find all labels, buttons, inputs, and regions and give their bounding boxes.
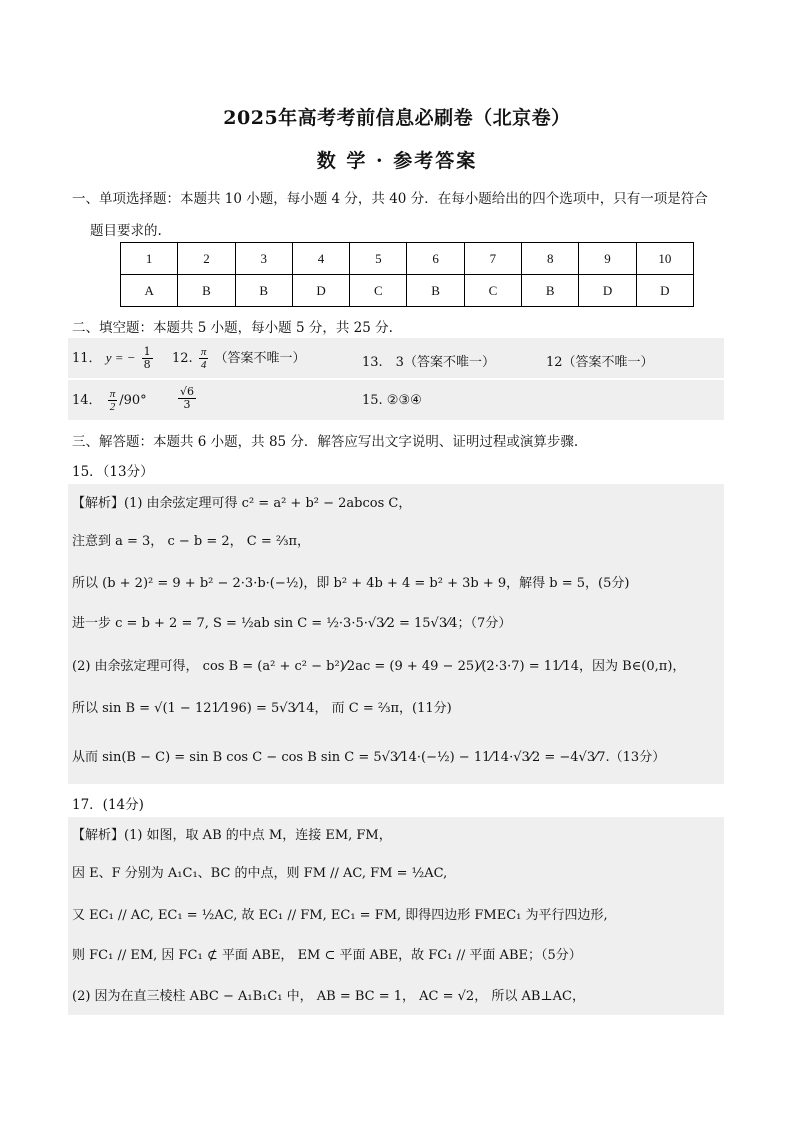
p17-line3: 又 EC₁ // AC, EC₁ = ½AC, 故 EC₁ // FM, EC₁ = FM, 即得四边形 FMEC₁ 为平行四边形, bbox=[72, 908, 608, 923]
fill-q14 bbox=[72, 388, 147, 413]
p15-line6: 所以 sin B = √(1 − 121⁄196) = 5√3⁄14， 而 C = ⅔π，(11分) bbox=[72, 701, 452, 716]
answer-number: 3 bbox=[235, 243, 292, 275]
q12-den: 4 bbox=[200, 359, 207, 371]
answer-number: 7 bbox=[464, 243, 521, 275]
answer-letter: A bbox=[121, 275, 178, 307]
answer-letter: D bbox=[292, 275, 349, 307]
section3-heading: 三、解答题：本题共 6 小题，共 85 分．解答应写出文字说明、证明过程或演算步骤. bbox=[72, 434, 579, 450]
fill-q11 bbox=[72, 346, 155, 371]
answer-number: 2 bbox=[178, 243, 235, 275]
answer-number: 10 bbox=[636, 243, 693, 275]
answer-letter-row bbox=[121, 275, 694, 307]
q12-num: π bbox=[200, 346, 207, 358]
p17-line4: 则 FC₁ // EM, 因 FC₁ ⊄ 平面 ABE， EM ⊂ 平面 ABE，故 FC₁ // 平面 ABE；（5分） bbox=[72, 948, 582, 963]
q14b-num: √6 bbox=[180, 385, 195, 398]
p15-line3: 所以 (b + 2)² = 9 + b² − 2·3·b·(−½)，即 b² + 4b + 4 = b² + 3b + 9，解得 b = 5，(5分) bbox=[72, 576, 630, 591]
answer-number: 9 bbox=[579, 243, 636, 275]
answer-letter: B bbox=[522, 275, 579, 307]
section2-heading: 二、填空题：本题共 5 小题，每小题 5 分，共 25 分. bbox=[72, 320, 393, 336]
fill-q13b: 12（答案不唯一） bbox=[546, 355, 654, 370]
answer-letter: B bbox=[178, 275, 235, 307]
q11-prefix: y = − bbox=[105, 350, 136, 365]
page-title: 2025年高考考前信息必刷卷（北京卷） bbox=[223, 107, 571, 129]
answer-table bbox=[120, 242, 694, 307]
p15-line2: 注意到 a = 3， c − b = 2， C = ⅔π， bbox=[72, 534, 311, 549]
fill-q15: 15. ②③④ bbox=[362, 393, 422, 408]
q12-label: 12. bbox=[172, 351, 193, 366]
p17-line5: (2) 因为在直三棱柱 ABC − A₁B₁C₁ 中， AB = BC = 1， AC = √2， 所以 AB⊥AC， bbox=[72, 989, 585, 1004]
q12-note: （答案不唯一） bbox=[214, 351, 306, 366]
q14-num: π bbox=[109, 388, 116, 400]
answer-letter: C bbox=[350, 275, 407, 307]
section1-line2: 题目要求的. bbox=[90, 223, 162, 239]
answer-letter: D bbox=[579, 275, 636, 307]
q14-fraction bbox=[108, 388, 118, 413]
q11-label: 11． bbox=[72, 351, 102, 366]
p17-line1: 【解析】(1) 如图，取 AB 的中点 M，连接 EM, FM， bbox=[72, 828, 392, 843]
answer-number: 8 bbox=[522, 243, 579, 275]
answer-letter: B bbox=[407, 275, 464, 307]
fill-q13: 13. 3（答案不唯一） bbox=[362, 355, 495, 370]
p15-line1: 【解析】(1) 由余弦定理可得 c² = a² + b² − 2abcos C， bbox=[72, 496, 412, 511]
p15-line4: 进一步 c = b + 2 = 7, S = ½ab sin C = ½·3·5·√3⁄2 = 15√3⁄4；（7分） bbox=[72, 616, 512, 631]
section1-line1: 一、单项选择题：本题共 10 小题，每小题 4 分，共 40 分．在每小题给出的四个选项中，只有一项是符合 bbox=[72, 191, 708, 207]
q11-num: 1 bbox=[143, 345, 151, 358]
answer-number: 1 bbox=[121, 243, 178, 275]
q14-label: 14． bbox=[72, 393, 102, 408]
answer-letter: D bbox=[636, 275, 693, 307]
q14-den: 2 bbox=[109, 401, 116, 413]
fill-q14b bbox=[176, 386, 198, 411]
p15-heading: 15．（13分） bbox=[72, 464, 154, 480]
answer-number-row bbox=[121, 243, 694, 275]
q14b-fraction bbox=[178, 386, 196, 411]
answer-letter: C bbox=[464, 275, 521, 307]
q14-rest: /90° bbox=[119, 393, 147, 408]
page-subtitle: 数 学 · 参考答案 bbox=[316, 150, 478, 172]
p17-line2: 因 E、F 分别为 A₁C₁、BC 的中点，则 FM // AC, FM = ½AC, bbox=[72, 866, 448, 881]
answer-number: 5 bbox=[350, 243, 407, 275]
p17-heading: 17．(14分) bbox=[72, 797, 144, 813]
answer-number: 4 bbox=[292, 243, 349, 275]
fill-q12 bbox=[172, 346, 306, 371]
p15-line5: (2) 由余弦定理可得， cos B = (a² + c² − b²)⁄2ac = (9 + 49 − 25)⁄(2·3·7) = 11⁄14，因为 B∈(0,π)， bbox=[72, 659, 686, 674]
answer-letter: B bbox=[235, 275, 292, 307]
p15-line7: 从而 sin(B − C) = sin B cos C − cos B sin C = 5√3⁄14·(−½) − 11⁄14·√3⁄2 = −4√3⁄7.（13分） bbox=[72, 750, 666, 765]
p15-solution-bg bbox=[68, 484, 724, 784]
q11-den: 8 bbox=[143, 358, 151, 371]
q11-fraction bbox=[142, 346, 153, 371]
q14b-den: 3 bbox=[183, 398, 191, 411]
q12-fraction bbox=[199, 346, 209, 371]
answer-number: 6 bbox=[407, 243, 464, 275]
